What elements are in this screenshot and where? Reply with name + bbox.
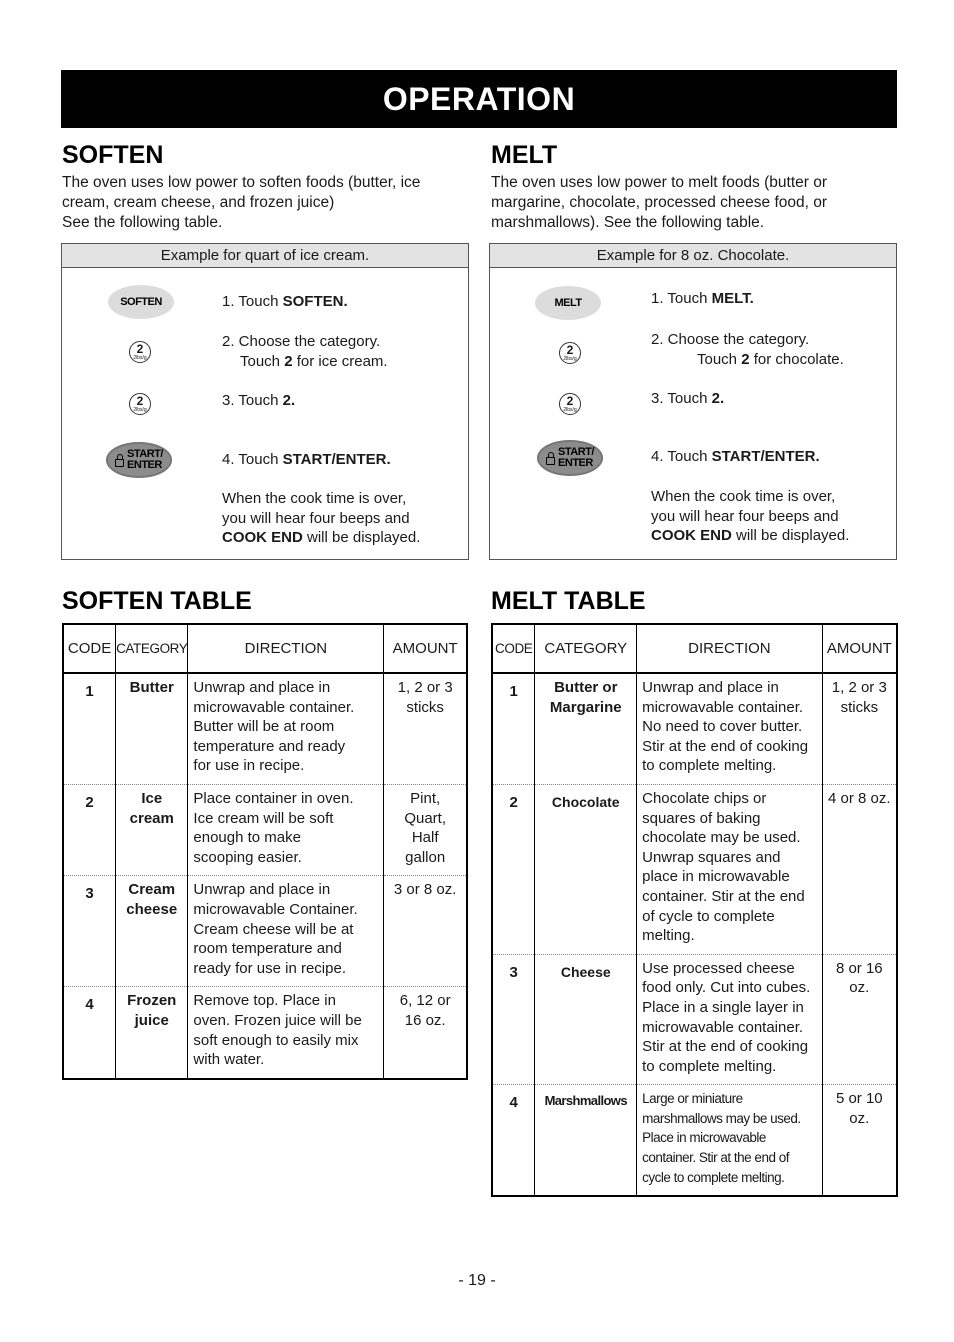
lock-icon (546, 457, 555, 465)
number-2-key[interactable]: 2 2lbs/g (129, 341, 151, 363)
direction-cell: Unwrap and place in microwavable Container. Cream cheese will be at room temperature and ready for use in recipe. (188, 876, 384, 987)
amount-cell: 3 or 8 oz. (384, 876, 467, 987)
intro-line: marshmallows). See the following table. (491, 214, 765, 231)
code-cell: 1 (492, 673, 535, 784)
category-cell: Cream cheese (116, 876, 188, 987)
code-cell: 4 (63, 987, 116, 1079)
code-cell: 1 (63, 673, 116, 784)
direction-cell: Large or miniature marshmallows may be used. Place in microwavable container. Stir at the end of cycle to complete melting. (637, 1085, 823, 1196)
amount-cell: 1, 2 or 3 sticks (384, 673, 467, 784)
table-row (63, 987, 467, 1079)
soften-step-1: 1. Touch SOFTEN. (222, 293, 348, 310)
melt-example-header: Example for 8 oz. Chocolate. (490, 244, 896, 268)
number-2-key[interactable]: 2 2lbs/g (559, 342, 581, 364)
code-cell: 2 (63, 784, 116, 875)
amount-cell: 5 or 10 oz. (822, 1085, 897, 1196)
table-row (63, 673, 467, 784)
soften-step-3: 3. Touch 2. (222, 392, 296, 409)
category-cell: Butter or Margarine (535, 673, 637, 784)
direction-cell: Use processed cheese food only. Cut into cubes. Place in a single layer in microwavable container. Stir at the end of cooking to complete melting. (637, 954, 823, 1085)
direction-cell: Remove top. Place in oven. Frozen juice will be soft enough to easily mix with water. (188, 987, 384, 1079)
intro-line: margarine, chocolate, processed cheese food, or (491, 194, 828, 211)
table-row (492, 673, 897, 784)
soften-title: SOFTEN (62, 141, 164, 169)
intro-line: See the following table. (62, 214, 223, 231)
melt-step-3: 3. Touch 2. (651, 390, 725, 407)
category-cell: Marshmallows (535, 1085, 637, 1196)
amount-cell: 4 or 8 oz. (822, 784, 897, 954)
direction-cell: Unwrap and place in microwavable container. No need to cover butter. Stir at the end of cooking to complete melting. (637, 673, 823, 784)
melt-example-box (489, 243, 897, 560)
soften-key[interactable] (108, 285, 174, 319)
category-cell: Frozen juice (116, 987, 188, 1079)
table-row (492, 954, 897, 1085)
soften-key-label: SOFTEN (120, 296, 162, 308)
number-2-key[interactable]: 2 2lbs/g (129, 393, 151, 415)
soften-end-note: When the cook time is over, you will hear four beeps and COOK END will be displayed. (222, 490, 421, 547)
intro-line: cream, cream cheese, and frozen juice) (62, 194, 335, 211)
melt-key[interactable] (535, 286, 601, 320)
category-cell: Cheese (535, 954, 637, 1085)
col-header-direction: DIRECTION (637, 624, 823, 673)
melt-title: MELT (491, 141, 558, 169)
soften-intro (62, 173, 420, 233)
start-enter-key[interactable]: START/ ENTER (106, 442, 172, 478)
direction-cell: Chocolate chips or squares of baking chocolate may be used. Unwrap squares and place in microwavable container. Stir at the end of cycle to complete melting. (637, 784, 823, 954)
code-cell: 3 (63, 876, 116, 987)
soften-table (62, 623, 468, 1080)
col-header-category: CATEGORY (535, 624, 637, 673)
col-header-category: CATEGORY (116, 624, 188, 673)
code-cell: 4 (492, 1085, 535, 1196)
direction-cell: Unwrap and place in microwavable container. Butter will be at room temperature and ready for use in recipe. (188, 673, 384, 784)
category-cell: Ice cream (116, 784, 188, 875)
table-row (492, 784, 897, 954)
amount-cell: Pint, Quart, Half gallon (384, 784, 467, 875)
amount-cell: 8 or 16 oz. (822, 954, 897, 1085)
col-header-amount: AMOUNT (822, 624, 897, 673)
intro-line: The oven uses low power to melt foods (butter or (491, 174, 827, 191)
table-row (63, 876, 467, 987)
col-header-code: CODE (492, 624, 535, 673)
table-row (492, 1085, 897, 1196)
melt-step-2: 2. Choose the category. Touch 2 for chocolate. (651, 331, 844, 368)
category-cell: Chocolate (535, 784, 637, 954)
code-cell: 2 (492, 784, 535, 954)
col-header-amount: AMOUNT (384, 624, 467, 673)
category-cell: Butter (116, 673, 188, 784)
lock-icon (115, 459, 124, 467)
melt-step-4: 4. Touch START/ENTER. (651, 448, 820, 465)
direction-cell: Place container in oven. Ice cream will be soft enough to make scooping easier. (188, 784, 384, 875)
page-number: - 19 - (458, 1272, 496, 1289)
melt-table (491, 623, 898, 1197)
soften-example-header: Example for quart of ice cream. (62, 244, 468, 268)
number-2-key[interactable]: 2 2lbs/g (559, 393, 581, 415)
melt-intro (491, 173, 827, 233)
col-header-direction: DIRECTION (188, 624, 384, 673)
page-banner: OPERATION (61, 70, 897, 128)
table-row (63, 784, 467, 875)
melt-step-1: 1. Touch MELT. (651, 290, 754, 307)
melt-key-label: MELT (554, 297, 582, 309)
melt-end-note: When the cook time is over, you will hear four beeps and COOK END will be displayed. (651, 488, 850, 545)
soften-step-4: 4. Touch START/ENTER. (222, 451, 391, 468)
soften-example-box (61, 243, 469, 560)
amount-cell: 6, 12 or 16 oz. (384, 987, 467, 1079)
soften-step-2: 2. Choose the category. Touch 2 for ice cream. (222, 333, 388, 370)
soften-table-title: SOFTEN TABLE (62, 587, 252, 615)
col-header-code: CODE (63, 624, 116, 673)
melt-table-title: MELT TABLE (491, 587, 646, 615)
intro-line: The oven uses low power to soften foods (butter, ice (62, 174, 421, 191)
code-cell: 3 (492, 954, 535, 1085)
amount-cell: 1, 2 or 3 sticks (822, 673, 897, 784)
start-enter-key[interactable]: START/ ENTER (537, 440, 603, 476)
